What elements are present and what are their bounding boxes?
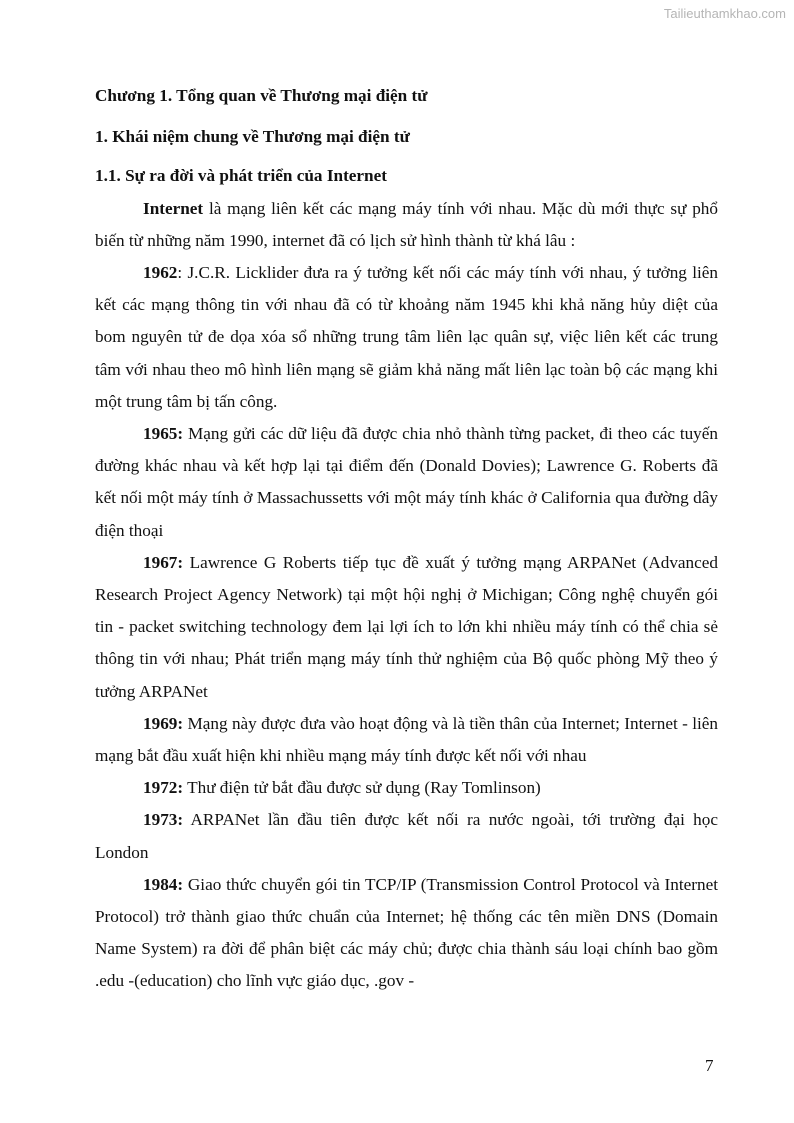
watermark-text: Tailieuthamkhao.com (663, 6, 786, 21)
paragraph-1965 (95, 418, 718, 547)
paragraph-text: là mạng liên kết các mạng máy tính với nhau. Mặc dù mới thực sự phổ biến từ những năm 1990, internet đã có lịch sử hình thành từ khá lâu : (95, 198, 718, 250)
paragraph-text: : J.C.R. Licklider đưa ra ý tưởng kết nối các máy tính với nhau, ý tưởng liên kết các mạng thông tin với nhau đã có từ khoảng năm 1945 khi khả năng hủy diệt của bom nguyên tử đe dọa xóa sổ những trung tâm liên lạc quân sự, việc liên kết các trung tâm với nhau theo mô hình liên mạng sẽ giảm khả năng mất liên lạc toàn bộ các mạng khi một trung tâm bị tấn công. (95, 263, 718, 411)
paragraph-1972 (95, 772, 718, 804)
paragraph-1967 (95, 547, 718, 708)
section-heading: 1. Khái niệm chung về Thương mại điện tử (95, 127, 410, 147)
page-content (95, 80, 718, 998)
paragraph-text: Mạng gửi các dữ liệu đã được chia nhỏ thành từng packet, đi theo các tuyến đường khác nhau và kết hợp lại tại điểm đến (Donald Dovies); Lawrence G. Roberts đã kết nối một máy tính ở Massachussetts với một máy tính khác ở California qua đường dây điện thoại (95, 424, 718, 540)
page-number: 7 (705, 1056, 714, 1075)
paragraph-lead: 1962 (143, 263, 178, 283)
paragraph-text: Lawrence G Roberts tiếp tục đề xuất ý tưởng mạng ARPANet (Advanced Research Project Agency Network) tại một hội nghị ở Michigan; Công nghệ chuyển gói tin - packet switching technology đem lại lợi ích to lớn khi nhiều máy tính có thể chia sẻ thông tin với nhau; Phát triển mạng máy tính thử nghiệm của Bộ quốc phòng Mỹ theo ý tưởng ARPANet (95, 552, 718, 701)
paragraph-lead: 1967: (143, 552, 184, 572)
paragraph-text: ARPANet lần đầu tiên được kết nối ra nước ngoài, tới trường đại học London (95, 810, 718, 862)
paragraph-lead: 1972: (143, 778, 184, 798)
paragraph-internet (95, 193, 718, 257)
chapter-heading: Chương 1. Tổng quan về Thương mại điện tử (95, 86, 428, 105)
subsection-heading: 1.1. Sự ra đời và phát triển của Internet (95, 166, 387, 186)
paragraph-lead: 1965: (143, 424, 184, 444)
paragraph-text: Mạng này được đưa vào hoạt động và là tiền thân của Internet; Internet - liên mạng bắt đầu xuất hiện khi nhiều mạng máy tính được kết nối với nhau (95, 713, 718, 766)
paragraph-lead: 1984: (143, 874, 184, 894)
paragraph-text: Giao thức chuyển gói tin TCP/IP (Transmission Control Protocol và Internet Protocol) trở thành giao thức chuẩn của Internet; hệ thống các tên miền DNS (Domain Name System) ra đời để phân biệt các máy chủ; được chia thành sáu loại chính bao gồm .edu -(education) cho lĩnh vực giáo dục, .gov - (95, 874, 718, 991)
paragraph-lead: 1973: (143, 810, 184, 830)
paragraph-1984 (95, 869, 718, 998)
paragraph-1973 (95, 804, 718, 868)
paragraph-lead: Internet (143, 198, 204, 218)
paragraph-text: Thư điện tử bắt đầu được sử dụng (Ray Tomlinson) (183, 778, 541, 798)
paragraph-1969 (95, 708, 718, 772)
paragraph-1962 (95, 257, 718, 418)
paragraph-lead: 1969: (143, 713, 184, 733)
